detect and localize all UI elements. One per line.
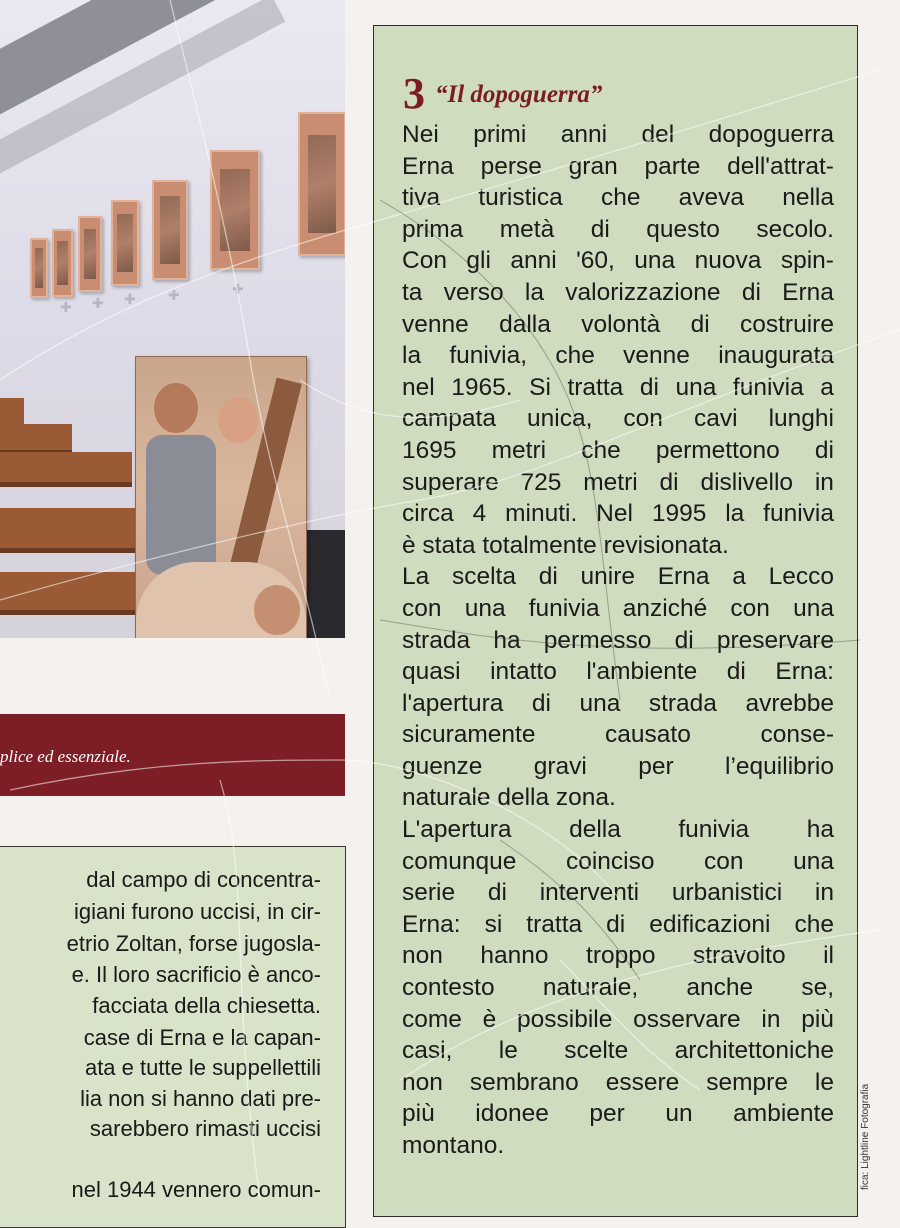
body-word: naturale, <box>542 974 639 1002</box>
body-word: serie <box>402 879 456 907</box>
body-word: coinciso <box>565 847 655 875</box>
body-word: di <box>726 658 746 686</box>
body-line <box>402 1004 834 1036</box>
body-word: 1965. <box>451 373 513 401</box>
body-word: inaugurata <box>718 342 834 370</box>
body-word: Lecco <box>768 563 834 591</box>
body-word: hanno <box>480 942 549 970</box>
body-word: verso <box>443 278 504 306</box>
body-word: L'apertura <box>402 816 512 844</box>
body-word: essere <box>605 1068 680 1096</box>
wall-cross-mark: ✚ <box>168 287 180 303</box>
body-word: contesto <box>402 974 495 1002</box>
church-pew <box>0 424 72 455</box>
via-crucis-station <box>111 200 139 286</box>
body-word: nella <box>782 184 834 212</box>
body-word: funivia <box>732 373 804 401</box>
body-line <box>402 435 834 467</box>
wall-cross-mark: ✚ <box>232 281 244 297</box>
body-word: le <box>814 1068 834 1096</box>
via-crucis-station <box>152 180 188 280</box>
body-word: con <box>730 594 770 622</box>
body-word: edificazioni <box>649 910 771 938</box>
body-line <box>402 561 834 593</box>
left-text-line: sarebbero rimasti uccisi <box>89 1116 321 1141</box>
body-word: scelta <box>451 563 516 591</box>
body-line <box>402 972 834 1004</box>
body-word: turistica <box>478 184 563 212</box>
dark-chair <box>305 530 345 638</box>
body-word: avrebbe <box>745 689 834 717</box>
body-word: strada <box>648 689 717 717</box>
body-word: dalla <box>499 310 551 338</box>
body-line <box>402 214 834 246</box>
left-text-line: e. Il loro sacrificio è anco- <box>71 962 321 987</box>
body-word: a <box>732 563 746 591</box>
body-line <box>402 625 834 657</box>
via-crucis-station <box>30 238 48 298</box>
body-word: una <box>793 594 834 622</box>
body-word: le <box>498 1037 518 1065</box>
body-line <box>402 245 834 277</box>
body-word: dopoguerra <box>708 121 834 148</box>
body-word: di <box>538 563 558 591</box>
body-word: funivia <box>528 594 600 622</box>
body-word: '60, <box>576 247 615 275</box>
body-word: montano. <box>402 1132 505 1159</box>
body-word: Con <box>402 247 447 275</box>
body-word: volontà <box>581 310 661 338</box>
body-word: dislivello <box>700 468 794 496</box>
photo-caption-bar <box>0 714 345 796</box>
body-line <box>402 688 834 720</box>
body-word: Si <box>529 373 551 401</box>
body-word: che <box>600 184 641 212</box>
body-word: quasi <box>402 658 461 686</box>
body-line <box>402 372 834 404</box>
body-word: gli <box>466 247 491 275</box>
body-word: primi <box>473 121 527 148</box>
body-word: una <box>634 247 676 275</box>
body-word: per <box>638 752 674 780</box>
body-word: perse <box>480 152 542 180</box>
church-pew <box>0 452 132 487</box>
body-word: 4 <box>472 500 487 528</box>
body-word: più <box>801 1005 834 1033</box>
wall-cross-mark: ✚ <box>124 291 136 307</box>
fresco-figure-head <box>154 383 198 433</box>
body-line <box>402 498 834 530</box>
church-interior-photo <box>0 0 345 638</box>
section-title: “Il dopoguerra” <box>435 81 603 108</box>
body-word: causato <box>605 721 691 749</box>
body-word: di <box>690 310 710 338</box>
body-word: urbanistici <box>671 879 783 907</box>
body-word: anche <box>686 974 754 1002</box>
body-word: aveva <box>678 184 745 212</box>
body-word: ta <box>402 278 423 306</box>
body-word: tratta <box>526 910 583 938</box>
body-word: Erna <box>402 152 454 180</box>
body-word: metri <box>583 468 638 496</box>
body-line <box>402 940 834 972</box>
body-word: in <box>814 879 834 907</box>
body-word: naturale della zona. <box>402 784 616 812</box>
body-word: se, <box>801 974 834 1002</box>
body-word: in <box>814 468 834 496</box>
body-word: Nel <box>596 500 633 528</box>
body-word: sembrano <box>469 1068 579 1096</box>
body-line <box>402 1067 834 1099</box>
body-word: strada <box>402 626 471 654</box>
fresco-figure-robe <box>146 435 216 575</box>
left-text-line: lia non si hanno dati pre- <box>80 1086 321 1111</box>
fresco-painting <box>135 356 307 638</box>
body-word: spin- <box>780 247 834 275</box>
wall-cross-mark: ✚ <box>60 299 72 315</box>
body-line <box>402 909 834 941</box>
body-word: architettoniche <box>674 1037 834 1065</box>
body-word: prima <box>402 215 464 243</box>
section-heading <box>403 68 602 119</box>
body-word: che <box>581 436 621 464</box>
body-line <box>402 656 834 688</box>
body-word: 1695 <box>402 436 457 464</box>
body-word: Erna: <box>775 658 834 686</box>
body-word: osservare <box>633 1005 741 1033</box>
body-word: anni <box>510 247 557 275</box>
body-word: nel <box>402 373 435 401</box>
body-word: valorizzazione <box>565 278 721 306</box>
body-word: l'apertura <box>402 689 504 717</box>
body-word: Erna <box>657 563 710 591</box>
body-word: idonee <box>475 1100 549 1128</box>
body-word: la <box>725 500 745 528</box>
body-word: scelte <box>564 1037 629 1065</box>
body-word: sempre <box>706 1068 788 1096</box>
body-word: per <box>589 1100 625 1128</box>
body-line <box>402 719 834 751</box>
fresco-figure-head <box>218 397 258 443</box>
body-line <box>402 403 834 435</box>
body-word: non <box>402 942 443 970</box>
body-line <box>402 1130 834 1162</box>
body-word: casi, <box>402 1037 453 1065</box>
body-word: campata <box>402 405 496 433</box>
body-word: La <box>402 563 430 591</box>
body-word: di <box>639 373 659 401</box>
left-text-line: dal campo di concentra- <box>86 867 321 892</box>
body-word: 725 <box>520 468 562 496</box>
body-line <box>402 814 834 846</box>
left-text-line: etrio Zoltan, forse jugosla- <box>66 931 321 956</box>
left-text-line: nel 1944 vennero comun- <box>71 1177 321 1202</box>
body-line <box>402 751 834 783</box>
body-word: unica, <box>527 405 593 433</box>
body-word: che <box>794 910 834 938</box>
body-word: del <box>641 121 675 148</box>
body-word: della <box>569 816 621 844</box>
body-word: intatto <box>490 658 557 686</box>
body-word: funivia <box>678 816 750 844</box>
body-word: di <box>606 910 626 938</box>
body-word: stravolto <box>693 942 786 970</box>
body-word: minuti. <box>505 500 578 528</box>
body-word: una <box>579 689 621 717</box>
body-word: secolo. <box>756 215 834 243</box>
body-word: lunghi <box>768 405 834 433</box>
body-word: una <box>793 847 834 875</box>
left-text-line: igiani furono uccisi, in cir- <box>74 899 321 924</box>
body-word: metri <box>491 436 547 464</box>
body-word: gravi <box>533 752 587 780</box>
body-word: anziché <box>622 594 708 622</box>
body-word: ha <box>806 816 834 844</box>
body-word: più <box>402 1100 435 1128</box>
body-word: di <box>814 436 834 464</box>
body-word: Erna: <box>402 910 461 938</box>
body-word: cavi <box>693 405 738 433</box>
left-text-line: case di Erna e la capan- <box>83 1025 321 1050</box>
body-word: funivia, <box>449 342 528 370</box>
body-word: di <box>590 215 610 243</box>
body-word: guenze <box>402 752 483 780</box>
body-word: l'ambiente <box>586 658 698 686</box>
body-word: che <box>555 342 595 370</box>
body-word: con <box>623 405 663 433</box>
body-line <box>402 182 834 214</box>
body-word: nuova <box>694 247 762 275</box>
body-word: 1995 <box>651 500 707 528</box>
body-word: possibile <box>517 1005 613 1033</box>
body-word: preservare <box>716 626 834 654</box>
body-word: costruire <box>740 310 834 338</box>
body-word: come <box>402 1005 462 1033</box>
body-word: un <box>665 1100 693 1128</box>
section-number: 3 <box>403 69 425 118</box>
body-word: dell'attrat- <box>727 152 834 180</box>
body-word: con <box>704 847 744 875</box>
photo-caption-text: plice ed essenziale. <box>0 747 131 766</box>
body-word: con <box>402 594 442 622</box>
body-word: venne <box>623 342 690 370</box>
body-word: di <box>741 278 761 306</box>
photo-credit: fica: Lightline Fotografia <box>860 1083 871 1190</box>
church-pew <box>0 572 136 615</box>
body-word: l’equilibrio <box>725 752 834 780</box>
body-word: comunque <box>402 847 517 875</box>
body-word: non <box>402 1068 443 1096</box>
body-word: interventi <box>539 879 640 907</box>
body-word: ambiente <box>733 1100 834 1128</box>
body-word: questo <box>646 215 720 243</box>
body-word: di <box>674 626 694 654</box>
body-word: di <box>487 879 507 907</box>
via-crucis-station <box>52 229 73 297</box>
body-word: è <box>482 1005 497 1033</box>
wall-cross-mark: ✚ <box>92 295 104 311</box>
body-word: la <box>402 342 422 370</box>
via-crucis-station <box>298 112 345 256</box>
left-text-line: facciata della chiesetta. <box>92 993 321 1018</box>
body-line <box>402 877 834 909</box>
body-word: parte <box>644 152 701 180</box>
body-word: una <box>675 373 717 401</box>
via-crucis-station <box>78 216 102 292</box>
body-word: troppo <box>586 942 656 970</box>
body-word: il <box>823 942 834 970</box>
body-line <box>402 782 834 814</box>
body-line <box>402 119 834 151</box>
body-line <box>402 846 834 878</box>
body-word: circa <box>402 500 454 528</box>
body-word: permesso <box>543 626 652 654</box>
body-word: di <box>659 468 679 496</box>
body-word: venne <box>402 310 469 338</box>
section-body-text <box>402 119 834 1162</box>
dopoguerra-text-panel <box>373 25 858 1217</box>
body-word: Erna <box>782 278 834 306</box>
body-word: tratta <box>567 373 624 401</box>
body-word: ha <box>493 626 521 654</box>
body-word: si <box>484 910 503 938</box>
body-word: tiva <box>402 184 441 212</box>
body-word: conse- <box>760 721 834 749</box>
body-word: è stata totalmente revisionata. <box>402 531 729 559</box>
fresco-figure-head <box>254 585 300 635</box>
body-word: superare <box>402 468 499 496</box>
body-word: di <box>531 689 551 717</box>
via-crucis-station <box>210 150 260 270</box>
body-word: la <box>524 278 544 306</box>
body-line <box>402 309 834 341</box>
body-line <box>402 467 834 499</box>
body-word: a <box>820 373 834 401</box>
body-word: permettono <box>655 436 780 464</box>
body-word: in <box>761 1005 781 1033</box>
left-text-line: ata e tutte le suppellettili <box>84 1055 321 1080</box>
body-word: anni <box>560 121 608 148</box>
body-word: unire <box>580 563 635 591</box>
body-line <box>402 593 834 625</box>
body-word: una <box>464 594 506 622</box>
body-line <box>402 151 834 183</box>
body-word: gran <box>568 152 618 180</box>
body-line <box>402 1035 834 1067</box>
body-word: Nei <box>402 121 439 148</box>
body-line <box>402 277 834 309</box>
left-text-box <box>0 846 346 1228</box>
body-line <box>402 530 834 562</box>
body-line <box>402 1098 834 1130</box>
church-pew <box>0 508 136 553</box>
body-word: metà <box>499 215 555 243</box>
body-word: sicuramente <box>402 721 536 749</box>
body-line <box>402 340 834 372</box>
body-word: funivia <box>763 500 834 528</box>
